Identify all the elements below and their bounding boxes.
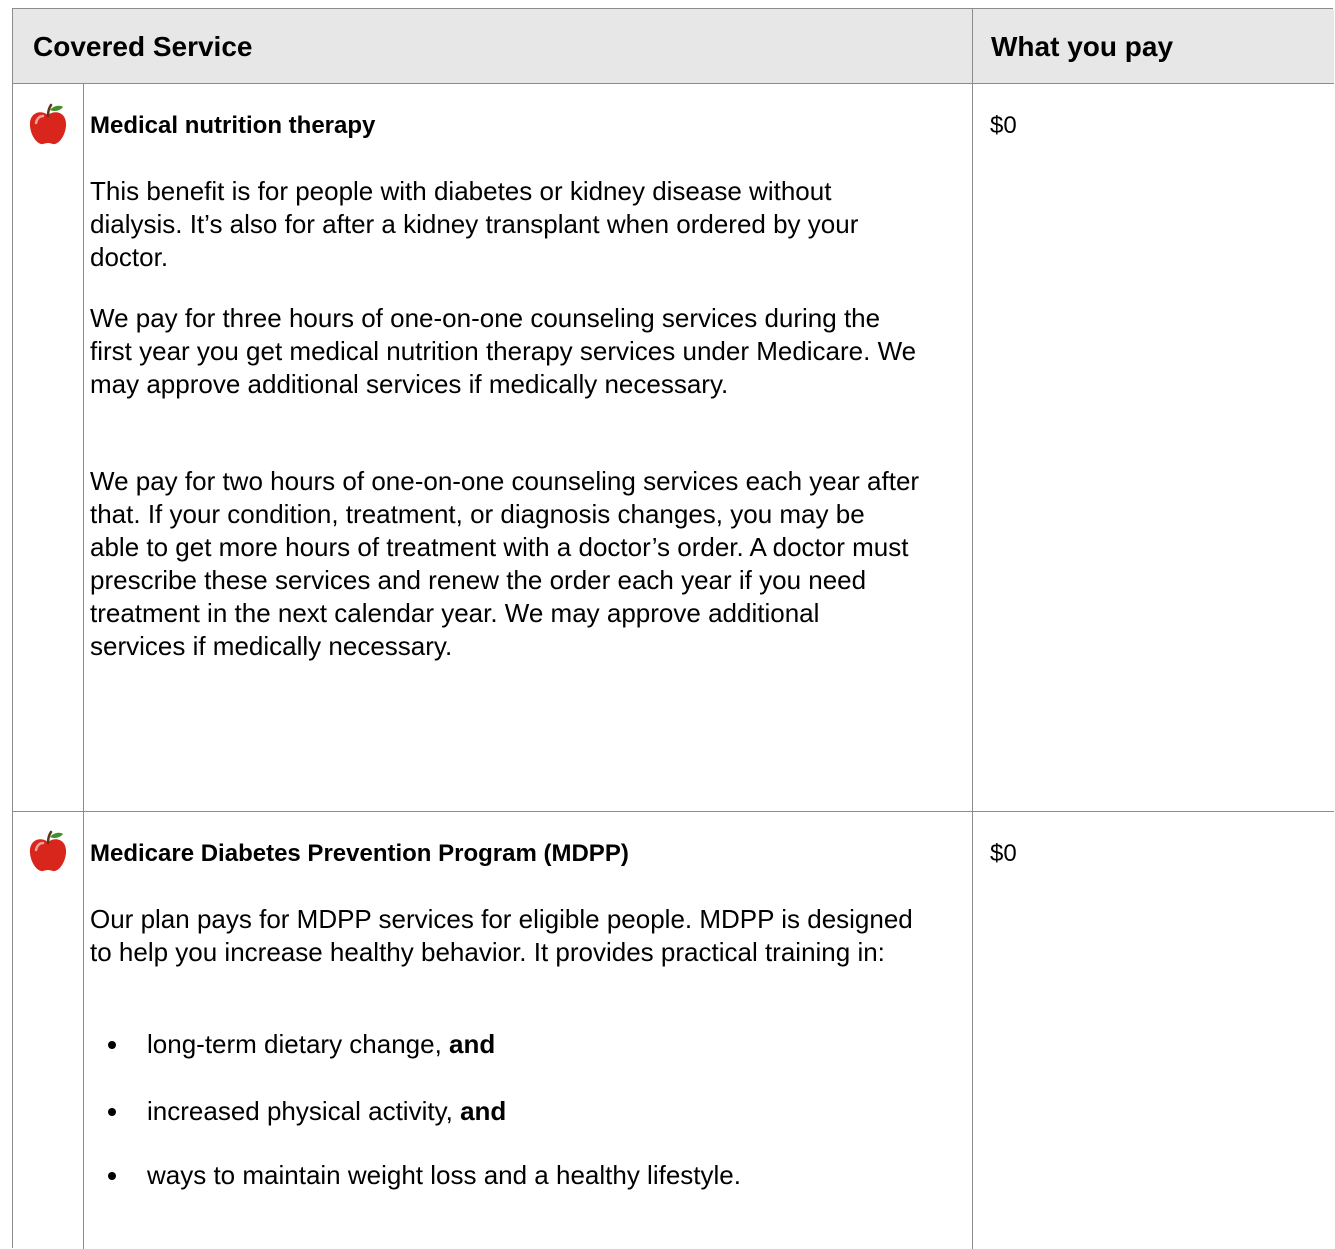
paragraph: We pay for two hours of one-on-one counseling services each year after that. If your condition, treatment, or diagnosis changes, you may be able to get more hours of treatment with a doctor’s order. A doctor must prescribe these services and renew the order each year if you need treatment in the next calendar year. We may approve additional services if medically necessary. [90,466,920,661]
apple-icon [26,830,70,874]
icon-column-divider [83,84,84,1249]
what-you-pay-header: What you pay [991,31,1174,62]
row-divider [13,811,1334,812]
table-header-row [13,9,1334,84]
paragraph: Our plan pays for MDPP services for eligible people. MDPP is designed to help you increase healthy behavior. It provides practical training in: [90,904,913,967]
bullet-text [147,1095,506,1128]
row-title-mdpp: Medicare Diabetes Prevention Program (MDPP) [90,840,629,867]
cost-value: $0 [990,840,1017,867]
bullet-dot [108,1108,116,1116]
bullet-text-main: increased physical activity, [147,1096,461,1126]
apple-icon [26,103,70,147]
row-title-medical-nutrition-therapy: Medical nutrition therapy [90,112,376,139]
bullet-dot [108,1041,116,1049]
bullet-text [147,1159,741,1192]
bullet-text-main: long-term dietary change, [147,1029,450,1059]
covered-service-header: Covered Service [33,31,253,62]
bullet-text-bold: and [460,1096,507,1126]
cost-value: $0 [990,112,1017,139]
bullet-text-main: ways to maintain weight loss and a healthy lifestyle. [147,1160,741,1190]
bullet-text [147,1028,495,1061]
paragraph: This benefit is for people with diabetes or kidney disease without dialysis. It’s also for after a kidney transplant when ordered by your doctor. [90,176,859,272]
column-divider [972,9,973,1249]
paragraph: We pay for three hours of one-on-one counseling services during the first year you get medical nutrition therapy services under Medicare. We may approve additional services if medically necessary. [90,303,917,399]
bullet-dot [108,1172,116,1180]
bullet-text-bold: and [449,1029,496,1059]
